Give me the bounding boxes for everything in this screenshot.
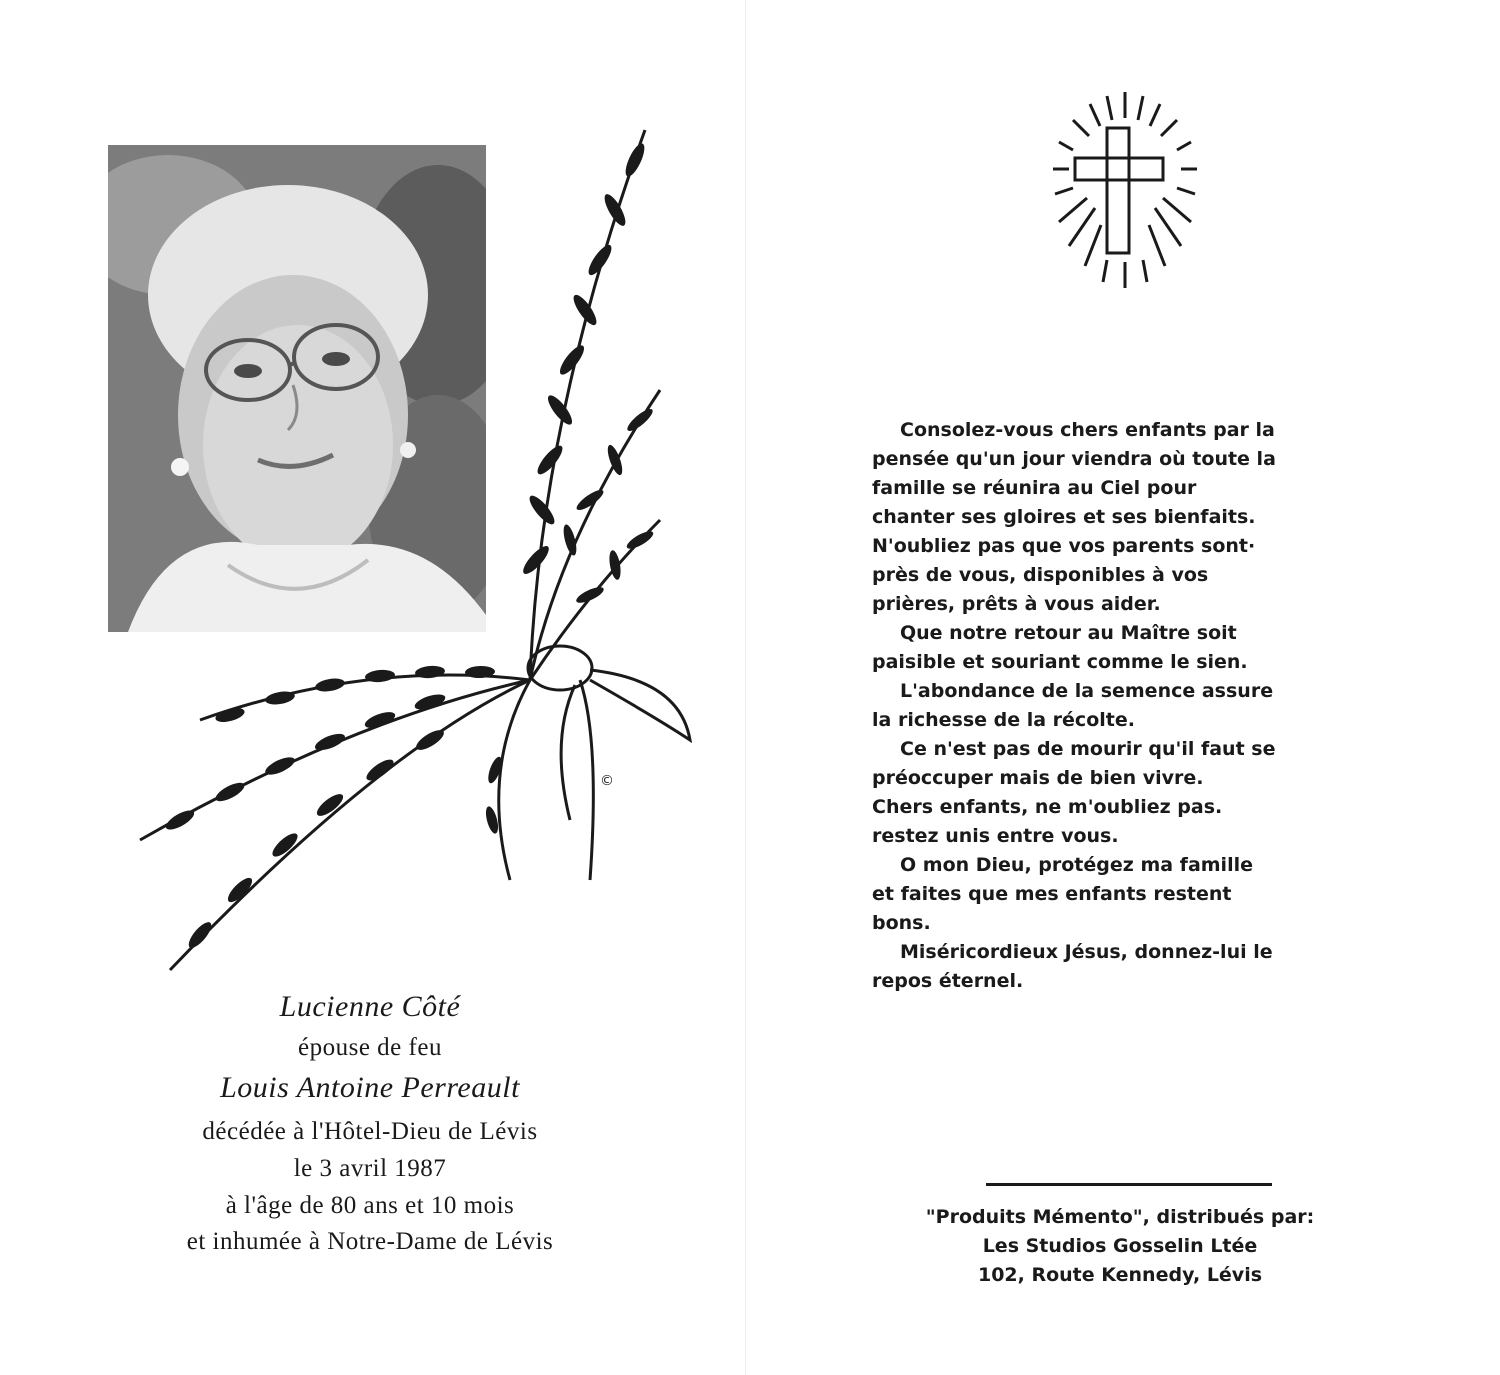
prayer-line: bons. <box>872 912 931 934</box>
divider-rule <box>986 1183 1272 1186</box>
copyright-mark: © <box>600 773 614 789</box>
death-place-line: décédée à l'Hôtel-Dieu de Lévis <box>202 1118 538 1145</box>
publisher-line: "Produits Mémento", distribués par: <box>925 1206 1315 1228</box>
prayer-line: près de vous, disponibles à vos <box>872 564 1209 586</box>
deceased-name: Lucienne Côté <box>279 990 461 1023</box>
age-line: à l'âge de 80 ans et 10 mois <box>225 1192 515 1219</box>
prayer-line: préoccuper mais de bien vivre. <box>872 767 1204 789</box>
prayer-line: la richesse de la récolte. <box>872 709 1135 731</box>
prayer-line: O mon Dieu, protégez ma famille <box>900 854 1253 876</box>
prayer-line: Consolez-vous chers enfants par la <box>900 419 1275 441</box>
prayer-line: pensée qu'un jour viendra où toute la <box>872 448 1276 470</box>
relation-line: épouse de feu <box>298 1034 442 1061</box>
prayer-line: prières, prêts à vous aider. <box>872 593 1161 615</box>
burial-line: et inhumée à Notre-Dame de Lévis <box>186 1228 554 1255</box>
palm-branch-bouquet <box>120 120 710 990</box>
prayer-line: paisible et souriant comme le sien. <box>872 651 1248 673</box>
prayer-line: famille se réunira au Ciel pour <box>872 477 1197 499</box>
prayer-line: repos éternel. <box>872 970 1024 992</box>
card-fold <box>745 0 746 1375</box>
prayer-text <box>872 416 1372 996</box>
prayer-line: Miséricordieux Jésus, donnez-lui le <box>900 941 1273 963</box>
spouse-name: Louis Antoine Perreault <box>220 1071 520 1104</box>
prayer-line: L'abondance de la semence assure <box>900 680 1274 702</box>
prayer-line: Chers enfants, ne m'oubliez pas. <box>872 796 1223 818</box>
prayer-line: Ce n'est pas de mourir qu'il faut se <box>900 738 1276 760</box>
radiant-cross-icon <box>1045 90 1205 290</box>
publisher-info <box>860 1203 1380 1290</box>
prayer-line: et faites que mes enfants restent <box>872 883 1232 905</box>
prayer-line: restez unis entre vous. <box>872 825 1119 847</box>
publisher-name: Les Studios Gosselin Ltée <box>982 1235 1258 1257</box>
prayer-line: N'oubliez pas que vos parents sont· <box>872 535 1256 557</box>
death-date-line: le 3 avril 1987 <box>293 1155 447 1182</box>
publisher-address: 102, Route Kennedy, Lévis <box>977 1264 1263 1286</box>
prayer-line: Que notre retour au Maître soit <box>900 622 1237 644</box>
prayer-line: chanter ses gloires et ses bienfaits. <box>872 506 1256 528</box>
